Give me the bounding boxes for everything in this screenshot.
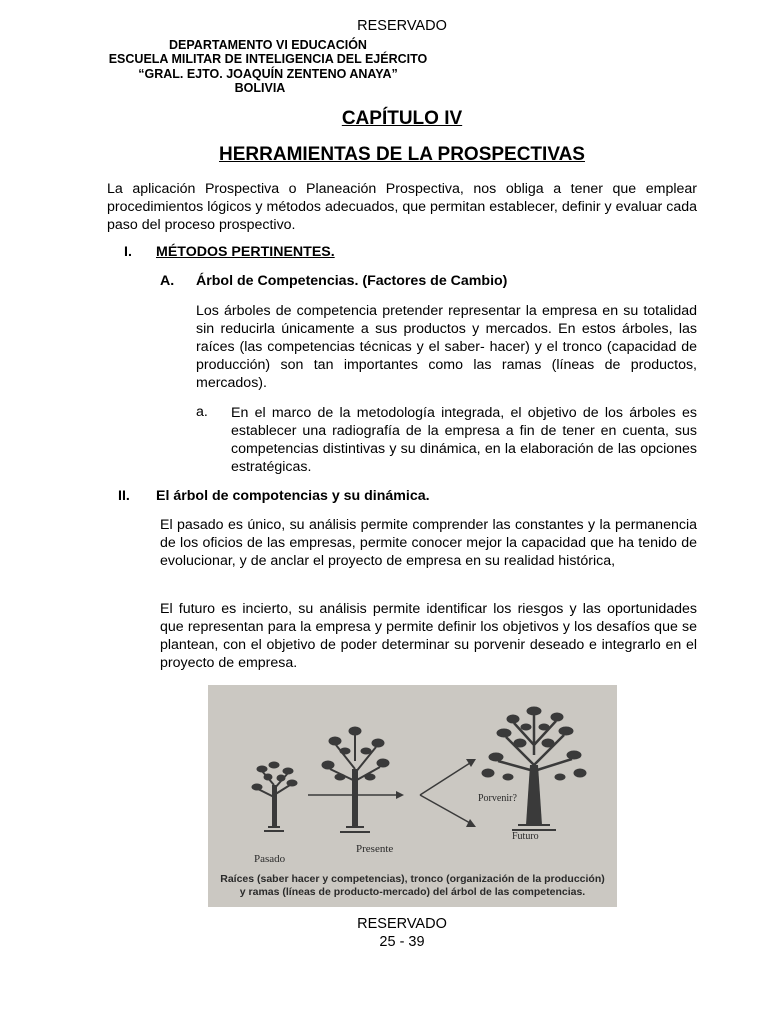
header-school-name: “GRAL. EJTO. JOAQUÍN ZENTENO ANAYA” <box>138 67 398 81</box>
label-futuro: Futuro <box>512 831 539 842</box>
section-2-paragraph-1: El pasado es único, su análisis permite comprender las constantes y la permanencia de los oficios de las empresas, permite conocer mejor la capacidad que ha tenido de evolucionar, y de anclar el proyecto de empresa en su realidad histórica, <box>160 517 697 569</box>
section-2-paragraph-2: El futuro es incierto, su análisis permite identificar los riesgos y las oportunidades que representan para la empresa y permite definir los objetivos y los desafíos que se plantean, con el objetivo de poder determinar su porvenir deseado e integrarlo en el proyecto de empresa. <box>160 601 697 671</box>
section-1-number: I. <box>124 244 132 260</box>
subsection-a-paragraph: Los árboles de competencia pretender representar la empresa en su totalidad sin reducirla únicamente a sus productos y mercados. En estos árboles, las raíces (las competencias técnicas y el saber- hacer) y el tronco (capacidad de producción) son tan importantes como las ramas (líneas de productos, mercados). <box>196 303 697 391</box>
header-school: ESCUELA MILITAR DE INTELIGENCIA DEL EJÉRCITO <box>108 52 428 66</box>
label-presente: Presente <box>356 843 394 855</box>
list-item-a-bullet: a. <box>196 404 208 420</box>
list-item-a-text: En el marco de la metodología integrada, el objetivo de los árboles es establecer una radiografía de la empresa a fin de tener en cuenta, sus competencias distintivas y su dinámica, en la elaboración de las opciones estratégicas. <box>231 405 697 475</box>
list-item-a <box>196 404 697 476</box>
figure-caption-line-1: Raíces (saber hacer y competencias), tronco (organización de la producción) <box>220 873 605 885</box>
competency-tree-figure <box>208 685 617 907</box>
subsection-a-letter: A. <box>160 273 175 289</box>
intro-paragraph: La aplicación Prospectiva o Planeación Prospectiva, nos obliga a tener que emplear procedimientos lógicos y métodos adecuados, que permitan establecer, definir y evaluar cada paso del proceso prospectivo. <box>107 181 697 233</box>
subsection-a-title: Árbol de Competencias. (Factores de Cambio) <box>196 273 508 289</box>
chapter-title: HERRAMIENTAS DE LA PROSPECTIVAS <box>219 144 585 165</box>
figure-caption-line-2: y ramas (líneas de producto-mercado) del árbol de las competencias. <box>239 886 586 898</box>
section-1-title: MÉTODOS PERTINENTES. <box>156 244 335 260</box>
section-2-title: El árbol de compotencias y su dinámica. <box>156 488 430 504</box>
footer-classification: RESERVADO <box>357 916 447 932</box>
header-department: DEPARTAMENTO VI EDUCACIÓN <box>169 38 367 52</box>
header-country: BOLIVIA <box>234 81 286 95</box>
section-2-number: II. <box>118 488 130 504</box>
page-number: 25 - 39 <box>379 934 425 950</box>
chapter-heading: CAPÍTULO IV <box>341 108 463 129</box>
label-porvenir: Porvenir? <box>478 793 517 804</box>
classification-top: RESERVADO <box>357 18 447 34</box>
label-pasado: Pasado <box>254 853 286 865</box>
